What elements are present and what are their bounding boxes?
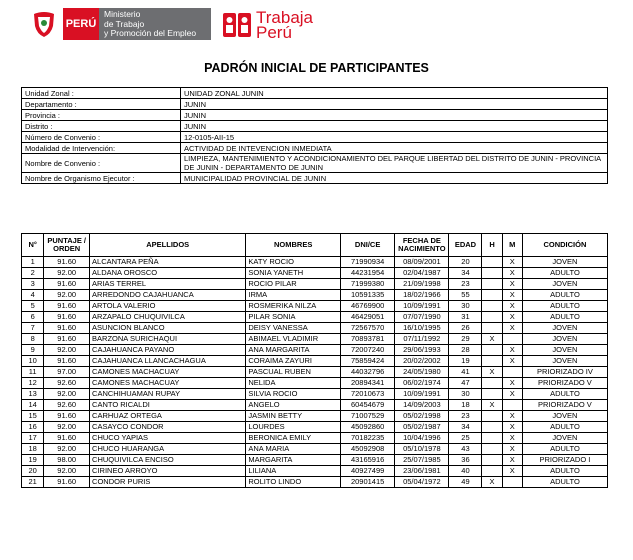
table-cell: 91.60 <box>44 334 90 345</box>
trabaja-peru-logo <box>222 8 313 42</box>
table-cell: 11 <box>22 367 44 378</box>
table-cell <box>482 455 502 466</box>
table-cell: 05/04/1972 <box>395 477 449 488</box>
table-cell: 18 <box>22 444 44 455</box>
table-cell: 40927499 <box>341 466 395 477</box>
table-cell: 10/09/1991 <box>395 301 449 312</box>
table-cell: 18/02/1966 <box>395 290 449 301</box>
table-row <box>22 345 608 356</box>
table-cell: CAMONES MACHACUAY <box>90 378 246 389</box>
table-cell: 21/09/1998 <box>395 279 449 290</box>
table-cell <box>502 477 522 488</box>
header <box>0 0 633 50</box>
convenio-info-table <box>21 87 608 184</box>
table-cell: 71007529 <box>341 411 395 422</box>
table-cell: 1 <box>22 257 44 268</box>
trabaja-peru-icon <box>222 10 252 40</box>
table-cell: ALCANTARA PEÑA <box>90 257 246 268</box>
column-header: DNI/CE <box>341 234 395 257</box>
column-header: H <box>482 234 502 257</box>
table-cell <box>482 433 502 444</box>
table-row <box>22 389 608 400</box>
table-cell: 71999380 <box>341 279 395 290</box>
table-cell: 72567570 <box>341 323 395 334</box>
table-cell: ALDANA OROSCO <box>90 268 246 279</box>
table-cell: CIRINEO ARROYO <box>90 466 246 477</box>
table-cell: BARZONA SURICHAQUI <box>90 334 246 345</box>
info-value: JUNIN <box>181 121 608 132</box>
ministerio-label: Ministerio de Trabajo y Promoción del Empleo <box>99 8 211 40</box>
table-cell <box>482 345 502 356</box>
table-cell: 30 <box>449 301 482 312</box>
table-cell: 92.00 <box>44 444 90 455</box>
table-row <box>22 477 608 488</box>
table-cell: JOVEN <box>522 279 607 290</box>
table-cell: 34 <box>449 268 482 279</box>
table-cell: JOVEN <box>522 323 607 334</box>
table-cell: X <box>502 268 522 279</box>
table-cell: 20894341 <box>341 378 395 389</box>
table-cell: X <box>502 378 522 389</box>
table-cell: ADULTO <box>522 301 607 312</box>
table-cell: DEISY VANESSA <box>246 323 341 334</box>
table-cell <box>502 334 522 345</box>
table-cell: CANTO RICALDI <box>90 400 246 411</box>
table-cell <box>482 301 502 312</box>
info-value: JUNIN <box>181 110 608 121</box>
table-row <box>22 334 608 345</box>
table-cell: ARREDONDO CAJAHUANCA <box>90 290 246 301</box>
table-cell: 91.60 <box>44 323 90 334</box>
participants-table <box>21 233 608 488</box>
table-cell: LOURDES <box>246 422 341 433</box>
table-cell <box>502 367 522 378</box>
table-cell: 25 <box>449 433 482 444</box>
table-cell: PILAR SONIA <box>246 312 341 323</box>
table-cell: X <box>502 301 522 312</box>
info-row <box>22 88 608 99</box>
table-cell: 14 <box>22 400 44 411</box>
table-cell: 18 <box>449 400 482 411</box>
table-row <box>22 411 608 422</box>
table-row <box>22 279 608 290</box>
table-cell: 26 <box>449 323 482 334</box>
info-value: 12-0105-AII-15 <box>181 132 608 143</box>
table-cell <box>482 268 502 279</box>
table-cell: 9 <box>22 345 44 356</box>
table-cell: 92.00 <box>44 290 90 301</box>
table-cell: X <box>502 455 522 466</box>
table-cell: 44032796 <box>341 367 395 378</box>
table-row <box>22 422 608 433</box>
table-cell: SILVIA ROCIO <box>246 389 341 400</box>
table-cell: 05/02/1987 <box>395 422 449 433</box>
table-cell: JOVEN <box>522 257 607 268</box>
table-cell: 91.60 <box>44 301 90 312</box>
info-label: Provincia : <box>22 110 181 121</box>
table-row <box>22 268 608 279</box>
table-cell: 28 <box>449 345 482 356</box>
table-cell: ARIAS TERREL <box>90 279 246 290</box>
table-cell: 46769900 <box>341 301 395 312</box>
table-cell: ADULTO <box>522 444 607 455</box>
table-cell: ARZAPALO CHUQUIVILCA <box>90 312 246 323</box>
table-cell: 15 <box>22 411 44 422</box>
table-cell: X <box>502 444 522 455</box>
table-cell: 08/09/2001 <box>395 257 449 268</box>
table-cell: 10 <box>22 356 44 367</box>
table-row <box>22 455 608 466</box>
table-cell: 07/11/1992 <box>395 334 449 345</box>
table-cell <box>482 422 502 433</box>
table-cell: 91.60 <box>44 257 90 268</box>
column-header: APELLIDOS <box>90 234 246 257</box>
table-cell: 41 <box>449 367 482 378</box>
table-cell: 7 <box>22 323 44 334</box>
table-cell: X <box>482 367 502 378</box>
table-cell: 20 <box>449 257 482 268</box>
table-cell: JOVEN <box>522 345 607 356</box>
table-row <box>22 356 608 367</box>
table-row <box>22 367 608 378</box>
table-cell: 34 <box>449 422 482 433</box>
table-cell: 92.60 <box>44 400 90 411</box>
table-cell: ADULTO <box>522 466 607 477</box>
table-cell: CASAYCO CONDOR <box>90 422 246 433</box>
table-cell: 70182235 <box>341 433 395 444</box>
table-cell: 98.00 <box>44 455 90 466</box>
table-cell: X <box>502 257 522 268</box>
table-cell: CARHUAZ ORTEGA <box>90 411 246 422</box>
table-cell: ADULTO <box>522 422 607 433</box>
peru-label: PERÚ <box>63 8 99 40</box>
column-header: CONDICIÓN <box>522 234 607 257</box>
table-cell: CORAIMA ZAYURI <box>246 356 341 367</box>
table-cell <box>482 466 502 477</box>
table-cell: 49 <box>449 477 482 488</box>
table-cell: 75859424 <box>341 356 395 367</box>
table-cell <box>482 444 502 455</box>
table-cell: NELIDA <box>246 378 341 389</box>
table-cell: PRIORIZADO V <box>522 400 607 411</box>
table-cell: 43 <box>449 444 482 455</box>
column-header: PUNTAJE / ORDEN <box>44 234 90 257</box>
info-row <box>22 143 608 154</box>
table-cell: 10/04/1996 <box>395 433 449 444</box>
table-cell: 91.60 <box>44 477 90 488</box>
table-cell: 21 <box>22 477 44 488</box>
table-cell: 31 <box>449 312 482 323</box>
table-cell: 92.00 <box>44 422 90 433</box>
table-cell: 06/02/1974 <box>395 378 449 389</box>
table-cell <box>482 290 502 301</box>
table-cell: 40 <box>449 466 482 477</box>
column-header: FECHA DE NACIMIENTO <box>395 234 449 257</box>
column-header: M <box>502 234 522 257</box>
table-cell: X <box>502 411 522 422</box>
table-cell <box>482 257 502 268</box>
table-row <box>22 400 608 411</box>
table-cell: 91.60 <box>44 279 90 290</box>
table-cell: PASCUAL RUBEN <box>246 367 341 378</box>
table-cell: 19 <box>449 356 482 367</box>
table-cell: X <box>482 477 502 488</box>
table-cell <box>482 378 502 389</box>
info-row <box>22 121 608 132</box>
info-label: Nombre de Organismo Ejecutor : <box>22 173 181 184</box>
table-cell: 43165916 <box>341 455 395 466</box>
info-value: LIMPIEZA, MANTENIMIENTO Y ACONDICIONAMIENTO DEL PARQUE LIBERTAD DEL DISTRITO DE JUNIN - PROVINCIA DE JUNIN - DEPARTAMENTO DE JUNIN <box>181 154 608 173</box>
table-row <box>22 433 608 444</box>
table-row <box>22 257 608 268</box>
table-cell: JOVEN <box>522 356 607 367</box>
table-cell: 14/09/2003 <box>395 400 449 411</box>
table-cell: 72010673 <box>341 389 395 400</box>
table-cell: 17 <box>22 433 44 444</box>
table-cell: 91.60 <box>44 433 90 444</box>
table-cell: X <box>502 323 522 334</box>
info-label: Unidad Zonal : <box>22 88 181 99</box>
table-cell: 20 <box>22 466 44 477</box>
table-cell: CAMONES MACHACUAY <box>90 367 246 378</box>
column-header: N° <box>22 234 44 257</box>
table-cell: 10591335 <box>341 290 395 301</box>
table-cell: 92.60 <box>44 378 90 389</box>
table-cell: CONDOR PURIS <box>90 477 246 488</box>
table-cell: 92.00 <box>44 466 90 477</box>
table-cell: 3 <box>22 279 44 290</box>
table-cell: ARTOLA VALERIO <box>90 301 246 312</box>
table-cell: 23 <box>449 279 482 290</box>
table-cell <box>482 312 502 323</box>
table-cell: PRIORIZADO I <box>522 455 607 466</box>
table-cell: 24/05/1980 <box>395 367 449 378</box>
column-header: EDAD <box>449 234 482 257</box>
table-cell: CAJAHUANCA LLANCACHAGUA <box>90 356 246 367</box>
table-cell <box>482 279 502 290</box>
table-cell: 55 <box>449 290 482 301</box>
table-cell: 91.60 <box>44 356 90 367</box>
table-cell: KATY ROCIO <box>246 257 341 268</box>
info-value: ACTIVIDAD DE INTEVENCION INMEDIATA <box>181 143 608 154</box>
info-value: JUNIN <box>181 99 608 110</box>
table-cell: 07/07/1990 <box>395 312 449 323</box>
table-cell: SONIA YANETH <box>246 268 341 279</box>
table-cell: 45092908 <box>341 444 395 455</box>
table-cell: 4 <box>22 290 44 301</box>
info-label: Nombre de Convenio : <box>22 154 181 173</box>
table-cell: X <box>482 400 502 411</box>
table-cell: 16 <box>22 422 44 433</box>
table-cell <box>502 400 522 411</box>
table-cell: 70893781 <box>341 334 395 345</box>
table-cell <box>482 411 502 422</box>
trabaja-peru-text: Trabaja Perú <box>256 8 314 42</box>
table-cell <box>482 389 502 400</box>
info-row <box>22 110 608 121</box>
table-cell: 5 <box>22 301 44 312</box>
table-row <box>22 290 608 301</box>
table-cell: X <box>502 433 522 444</box>
page-title: PADRÓN INICIAL DE PARTICIPANTES <box>204 61 429 75</box>
table-row <box>22 301 608 312</box>
table-cell: 6 <box>22 312 44 323</box>
table-cell: 46429051 <box>341 312 395 323</box>
table-cell: 16/10/1995 <box>395 323 449 334</box>
table-cell: JOVEN <box>522 411 607 422</box>
table-cell: BERONICA EMILY <box>246 433 341 444</box>
info-label: Departamento : <box>22 99 181 110</box>
info-value: MUNICIPALIDAD PROVINCIAL DE JUNIN <box>181 173 608 184</box>
table-cell: JOVEN <box>522 334 607 345</box>
info-label: Distrito : <box>22 121 181 132</box>
table-cell: 20/02/2002 <box>395 356 449 367</box>
table-cell: ADULTO <box>522 290 607 301</box>
table-cell: 20901415 <box>341 477 395 488</box>
column-header: NOMBRES <box>246 234 341 257</box>
table-cell: 92.00 <box>44 389 90 400</box>
table-cell: 25/07/1985 <box>395 455 449 466</box>
table-cell: 36 <box>449 455 482 466</box>
table-cell: JASMIN BETTY <box>246 411 341 422</box>
table-cell: ADULTO <box>522 477 607 488</box>
table-header-row <box>22 234 608 257</box>
table-cell: 8 <box>22 334 44 345</box>
info-label: Número de Convenio : <box>22 132 181 143</box>
table-cell: 60454679 <box>341 400 395 411</box>
table-row <box>22 312 608 323</box>
table-cell: PRIORIZADO IV <box>522 367 607 378</box>
info-value: UNIDAD ZONAL JUNIN <box>181 88 608 99</box>
table-cell: 29/06/1993 <box>395 345 449 356</box>
table-cell: ANA MARIA <box>246 444 341 455</box>
table-cell: 10/09/1991 <box>395 389 449 400</box>
table-cell: CHUCO YAPIAS <box>90 433 246 444</box>
table-cell: ROCIO PILAR <box>246 279 341 290</box>
table-cell: 47 <box>449 378 482 389</box>
table-cell: 44231954 <box>341 268 395 279</box>
table-cell: ADULTO <box>522 268 607 279</box>
info-row <box>22 173 608 184</box>
table-cell: IRMA <box>246 290 341 301</box>
coat-of-arms-icon <box>31 10 57 38</box>
table-cell: ADULTO <box>522 312 607 323</box>
table-cell: ABIMAEL VLADIMIR <box>246 334 341 345</box>
table-cell: X <box>502 279 522 290</box>
table-cell: CANCHIHUAMAN RUPAY <box>90 389 246 400</box>
table-cell: JOVEN <box>522 433 607 444</box>
table-cell: X <box>502 290 522 301</box>
table-cell: 02/04/1987 <box>395 268 449 279</box>
table-cell: 45092860 <box>341 422 395 433</box>
table-cell: 92.00 <box>44 268 90 279</box>
table-cell: CAJAHUANCA PAYANO <box>90 345 246 356</box>
table-row <box>22 444 608 455</box>
table-cell: ASUNCION BLANCO <box>90 323 246 334</box>
table-cell: CHUCO HUARANGA <box>90 444 246 455</box>
table-cell: 19 <box>22 455 44 466</box>
table-row <box>22 323 608 334</box>
table-cell: X <box>502 422 522 433</box>
table-cell: ANGELO <box>246 400 341 411</box>
table-cell: X <box>502 389 522 400</box>
table-cell: X <box>502 345 522 356</box>
table-cell: 92.00 <box>44 345 90 356</box>
table-row <box>22 466 608 477</box>
table-cell: 91.60 <box>44 312 90 323</box>
table-cell: 29 <box>449 334 482 345</box>
table-cell: 97.00 <box>44 367 90 378</box>
table-cell: ROLITO LINDO <box>246 477 341 488</box>
info-row <box>22 154 608 173</box>
table-cell: X <box>502 356 522 367</box>
table-cell: PRIORIZADO V <box>522 378 607 389</box>
table-cell: X <box>482 334 502 345</box>
table-cell: 72007240 <box>341 345 395 356</box>
table-cell: 91.60 <box>44 411 90 422</box>
info-row <box>22 99 608 110</box>
table-cell: ANA MARGARITA <box>246 345 341 356</box>
table-cell: X <box>502 312 522 323</box>
table-cell <box>482 356 502 367</box>
table-cell: CHUQUIVILCA ENCISO <box>90 455 246 466</box>
table-cell: LILIANA <box>246 466 341 477</box>
table-cell: ADULTO <box>522 389 607 400</box>
table-cell: MARGARITA <box>246 455 341 466</box>
table-cell <box>482 323 502 334</box>
table-cell: 05/02/1998 <box>395 411 449 422</box>
table-cell: 12 <box>22 378 44 389</box>
table-row <box>22 378 608 389</box>
table-cell: 23 <box>449 411 482 422</box>
ministerio-logo <box>63 8 211 40</box>
info-label: Modalidad de Intervención: <box>22 143 181 154</box>
table-cell: 30 <box>449 389 482 400</box>
table-cell: 05/10/1978 <box>395 444 449 455</box>
table-cell: 2 <box>22 268 44 279</box>
table-cell: X <box>502 466 522 477</box>
table-cell: 23/06/1981 <box>395 466 449 477</box>
table-cell: 71990934 <box>341 257 395 268</box>
info-row <box>22 132 608 143</box>
table-cell: 13 <box>22 389 44 400</box>
table-cell: ROSMERIKA NILZA <box>246 301 341 312</box>
